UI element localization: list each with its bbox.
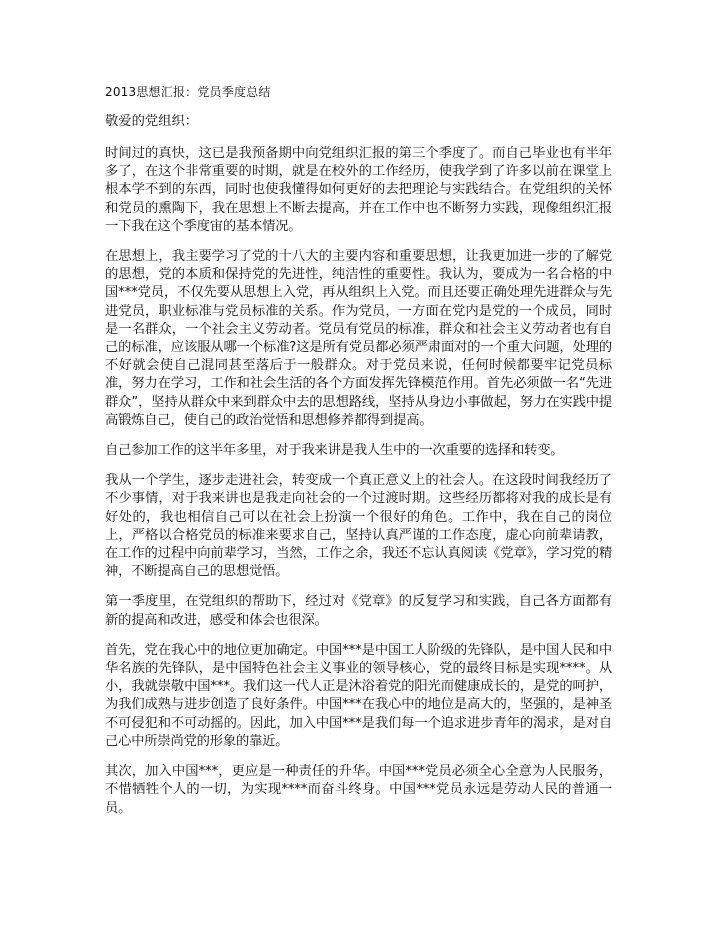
salutation: 敬爱的党组织：	[105, 114, 199, 129]
paragraph-6: 首先，党在我心中的地位更加确定。中国***是中国工人阶级的先锋队，是中国人民和中华名族的先锋队，是中国特色社会主义事业的领导核心，党的最终目标是实现****。从小，我就崇敬中国***。我们这一代人正是沐浴着党的阳光而健康成长的，是党的呵护，为我们成熟与进步创造了良好条件。中国***在我心中的地位是高大的，坚强的，是神圣不可侵犯和不可动摇的。因此，加入中国***是我们每一个追求进步青年的渴求，是对自己心中所崇尚党的形象的靠近。	[105, 642, 612, 749]
paragraph-1: 时间过的真快，这已是我预备期中向党组织汇报的第三个季度了。而自己毕业也有半年多了，在这个非常重要的时期，就是在校外的工作经历，使我学到了许多以前在课堂上根本学不到的东西，同时也使我懂得如何更好的去把理论与实践结合。在党组织的关怀和党员的熏陶下，我在思想上不断去提高，并在工作中也不断努力实践，现像组织汇报一下我在这个季度宙的基本情况。	[105, 146, 612, 234]
paragraph-7: 其次，加入中国***，更应是一种责任的升华。中国***党员必须全心全意为人民服务，不惜牺牲个人的一切，为实现****而奋斗终身。中国***党员永远是劳动人民的普通一员。	[105, 764, 612, 816]
paragraph-4: 我从一个学生，逐步走进社会，转变成一个真正意义上的社会人。在这段时间我经历了不少事情，对于我来讲也是我走向社会的一个过渡时期。这些经历都将对我的成长是有好处的，我也相信自己可以在社会上扮演一个很好的角色。工作中，我在自己的岗位上，严格以合格党员的标准来要求自己，坚持认真严谨的工作态度，虚心向前辈请教，在工作的过程中向前辈学习，当然，工作之余，我还不忘认真阅读《党章》，学习党的精神，不断提高自己的思想觉悟。	[105, 473, 612, 580]
paragraph-5: 第一季度里，在党组织的帮助下，经过对《党章》的反复学习和实践，自己各方面都有新的提高和改进，感受和体会也很深。	[105, 594, 612, 628]
document-title: 2013思想汇报：党员季度总结	[105, 85, 271, 99]
paragraph-2: 在思想上，我主要学习了党的十八大的主要内容和重要思想，让我更加进一步的了解党的思想，党的本质和保持党的先进性，纯洁性的重要性。我认为，要成为一名合格的中国***党员，不仅先要从思想上入党，再从组织上入党。而且还要正确处理先进群众与先进党员，职业标准与党员标准的关系。作为党员，一方面在党内是党的一个成员，同时是一名群众，一个社会主义劳动者。党员有党员的标准，群众和社会主义劳动者也有自己的标准，应该服从哪一个标准?这是所有党员都必须严肃面对的一个重大问题，处理的不好就会使自己混同甚至落后于一般群众。对于党员来说，任何时候都要牢记党员标准，努力在学习，工作和社会生活的各个方面发挥先锋模范作用。首先必须做一名“先进群众”，坚持从群众中来到群众中去的思想路线，坚持从身边小事做起，努力在实践中提高锻炼自己，使自己的政治觉悟和思想修养都得到提高。	[105, 249, 612, 428]
paragraph-3: 自己参加工作的这半年多里，对于我来讲是我人生中的一次重要的选择和转变。	[105, 443, 564, 459]
document-page	[105, 84, 612, 830]
